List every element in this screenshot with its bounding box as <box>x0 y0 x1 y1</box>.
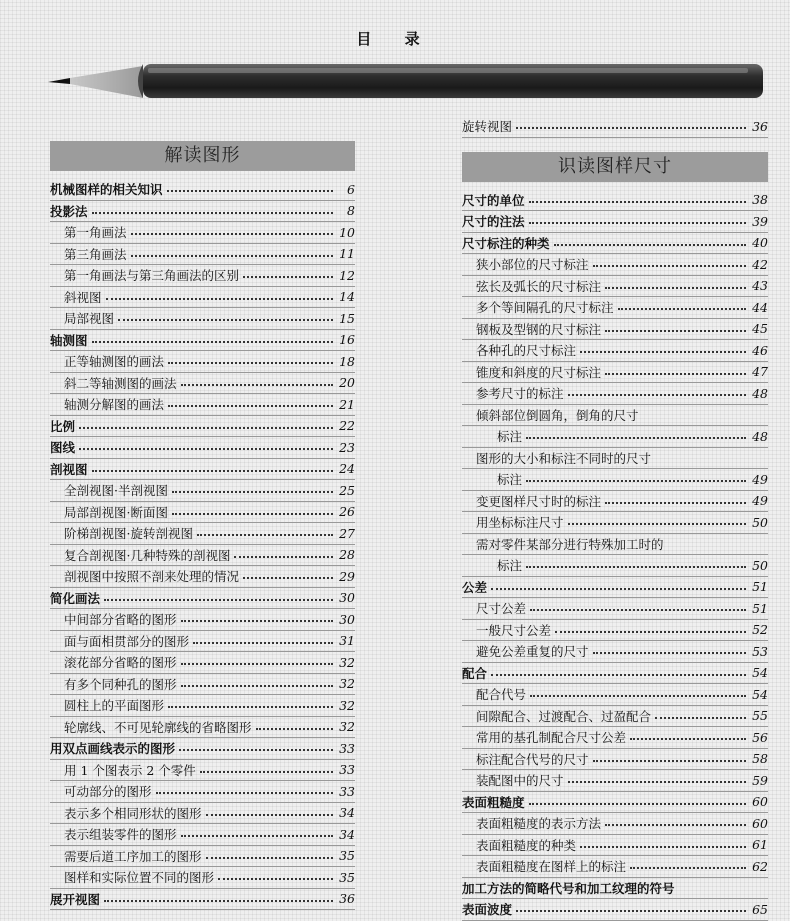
toc-entry[interactable] <box>50 373 355 395</box>
toc-page-number: 48 <box>752 428 768 444</box>
leader-dots <box>516 910 746 912</box>
leader-dots <box>529 222 746 224</box>
toc-page-number: 54 <box>752 665 768 681</box>
toc-page-number: 33 <box>339 740 355 756</box>
toc-page-number: 56 <box>752 729 768 745</box>
leader-dots <box>106 298 333 300</box>
toc-page-number: 28 <box>339 547 355 563</box>
toc-entry[interactable] <box>50 351 355 373</box>
section-header-left: 解读图形 <box>50 141 355 171</box>
toc-page-number: 20 <box>339 375 355 391</box>
toc-label: 参考尺寸的标注 <box>476 386 564 402</box>
toc-page-number: 10 <box>339 224 355 240</box>
toc-label: 旋转视图 <box>462 119 513 135</box>
toc-entry[interactable] <box>462 233 768 255</box>
leader-dots <box>179 749 333 751</box>
leader-dots <box>79 427 333 429</box>
toc-entry[interactable] <box>462 469 768 491</box>
leader-dots <box>491 674 746 676</box>
left-toc-list <box>50 179 355 910</box>
leader-dots <box>206 814 333 816</box>
leader-dots <box>200 771 333 773</box>
toc-label: 投影法 <box>50 203 88 219</box>
toc-page-number: 38 <box>752 192 768 208</box>
toc-label: 局部视图 <box>64 311 115 327</box>
toc-entry[interactable] <box>462 448 768 470</box>
leader-dots <box>580 846 746 848</box>
toc-page-number: 14 <box>339 289 355 305</box>
toc-entry[interactable] <box>462 534 768 556</box>
toc-label: 一般尺寸公差 <box>476 622 552 638</box>
toc-label: 装配图中的尺寸 <box>476 773 564 789</box>
toc-label: 表面粗糙度的表示方法 <box>476 816 602 832</box>
toc-page-number: 48 <box>752 385 768 401</box>
toc-entry[interactable] <box>50 652 355 674</box>
toc-entry[interactable] <box>462 706 768 728</box>
toc-label: 可动部分的图形 <box>64 784 152 800</box>
toc-label: 简化画法 <box>50 590 101 606</box>
toc-page-number: 60 <box>752 794 768 810</box>
leader-dots <box>529 803 746 805</box>
toc-page-number: 34 <box>339 826 355 842</box>
toc-entry[interactable] <box>462 211 768 233</box>
toc-entry[interactable] <box>50 867 355 889</box>
toc-entry[interactable] <box>462 663 768 685</box>
toc-label: 局部剖视图·断面图 <box>64 504 168 520</box>
toc-page-number: 61 <box>752 837 768 853</box>
leader-dots <box>568 394 746 396</box>
toc-label: 轴测分解图的画法 <box>64 397 165 413</box>
leader-dots <box>104 599 333 601</box>
toc-entry[interactable] <box>462 276 768 298</box>
toc-entry-top-right[interactable] <box>462 116 768 138</box>
toc-label: 图形的大小和标注不同时的尺寸 <box>476 450 652 466</box>
toc-page-number: 34 <box>339 805 355 821</box>
toc-entry[interactable] <box>50 523 355 545</box>
toc-label: 间隙配合、过渡配合、过盈配合 <box>476 708 652 724</box>
toc-entry[interactable] <box>50 588 355 610</box>
leader-dots <box>206 857 333 859</box>
toc-entry[interactable] <box>50 674 355 696</box>
toc-label: 表面粗糙度在图样上的标注 <box>476 859 627 875</box>
leader-dots <box>568 781 746 783</box>
leader-dots <box>605 373 746 375</box>
toc-label: 圆柱上的平面图形 <box>64 698 165 714</box>
toc-label: 用双点画线表示的图形 <box>50 741 176 757</box>
leader-dots <box>526 480 746 482</box>
toc-entry[interactable] <box>50 846 355 868</box>
leader-dots <box>605 330 746 332</box>
toc-entry[interactable] <box>50 631 355 653</box>
leader-dots <box>181 835 333 837</box>
leader-dots <box>79 448 333 450</box>
toc-label: 尺寸的注法 <box>462 214 525 230</box>
leader-dots <box>234 556 333 558</box>
toc-entry[interactable] <box>50 717 355 739</box>
toc-label: 常用的基孔制配合尺寸公差 <box>476 730 627 746</box>
toc-page-number: 62 <box>752 858 768 874</box>
toc-entry[interactable] <box>50 889 355 911</box>
toc-entry[interactable] <box>462 319 768 341</box>
page-title: 目 录 <box>356 30 434 48</box>
toc-label: 全剖视图·半剖视图 <box>64 483 168 499</box>
toc-entry[interactable] <box>50 437 355 459</box>
leader-dots <box>104 900 333 902</box>
toc-label: 有多个同种孔的图形 <box>64 676 177 692</box>
toc-page-number: 32 <box>339 719 355 735</box>
toc-entry[interactable] <box>50 416 355 438</box>
toc-label: 表面粗糙度 <box>462 794 525 810</box>
toc-page-number: 58 <box>752 751 768 767</box>
leader-dots <box>516 127 746 129</box>
leader-dots <box>181 685 333 687</box>
toc-label: 锥度和斜度的尺寸标注 <box>476 364 602 380</box>
toc-entry[interactable] <box>462 835 768 857</box>
toc-entry[interactable] <box>462 190 768 212</box>
toc-entry[interactable] <box>50 222 355 244</box>
toc-entry[interactable] <box>50 609 355 631</box>
toc-page-number: 33 <box>339 783 355 799</box>
toc-page-number: 35 <box>339 848 355 864</box>
toc-entry[interactable] <box>50 308 355 330</box>
toc-page-number: 32 <box>339 654 355 670</box>
toc-page-number: 51 <box>752 600 768 616</box>
leader-dots <box>218 878 333 880</box>
leader-dots <box>593 652 746 654</box>
leader-dots <box>555 631 746 633</box>
leader-dots <box>92 341 333 343</box>
toc-label: 复合剖视图·几种特殊的剖视图 <box>64 547 231 563</box>
toc-entry[interactable] <box>50 824 355 846</box>
toc-entry[interactable] <box>462 297 768 319</box>
toc-label: 标注 <box>497 558 523 574</box>
toc-entry[interactable] <box>462 491 768 513</box>
toc-label: 各种孔的尺寸标注 <box>476 343 577 359</box>
toc-entry[interactable] <box>462 749 768 771</box>
toc-page-number: 11 <box>339 246 355 262</box>
toc-entry[interactable] <box>50 738 355 760</box>
toc-label: 展开视图 <box>50 891 101 907</box>
toc-label: 多个等间隔孔的尺寸标注 <box>476 300 614 316</box>
toc-page-number: 42 <box>752 256 768 272</box>
toc-entry[interactable] <box>50 394 355 416</box>
toc-page-number: 44 <box>752 299 768 315</box>
toc-label: 倾斜部位倒圆角，倒角的尺寸 <box>476 407 639 423</box>
toc-entry[interactable] <box>462 598 768 620</box>
toc-page-number: 21 <box>339 396 355 412</box>
toc-page-number: 26 <box>339 504 355 520</box>
toc-label: 滚花部分省略的图形 <box>64 655 177 671</box>
toc-label: 狭小部位的尺寸标注 <box>476 257 589 273</box>
leader-dots <box>655 717 746 719</box>
toc-label: 剖视图 <box>50 461 88 477</box>
toc-label: 公差 <box>462 579 488 595</box>
leader-dots <box>568 523 746 525</box>
toc-entry[interactable] <box>462 555 768 577</box>
leader-dots <box>243 276 333 278</box>
toc-entry[interactable] <box>462 641 768 663</box>
toc-label: 用 1 个图表示 2 个零件 <box>64 762 196 778</box>
toc-page-number: 12 <box>339 267 355 283</box>
toc-entry[interactable] <box>462 620 768 642</box>
leader-dots <box>172 513 333 515</box>
toc-entry[interactable] <box>50 545 355 567</box>
leader-dots <box>181 384 333 386</box>
toc-entry[interactable] <box>50 459 355 481</box>
toc-label: 表示多个相同形状的图形 <box>64 805 202 821</box>
toc-page-number: 35 <box>339 869 355 885</box>
toc-entry[interactable] <box>50 179 355 201</box>
toc-page-number: 46 <box>752 342 768 358</box>
toc-entry[interactable] <box>462 792 768 814</box>
toc-page-number: 29 <box>339 568 355 584</box>
leader-dots <box>605 287 746 289</box>
toc-entry[interactable] <box>462 770 768 792</box>
toc-label: 表面波度 <box>462 902 513 918</box>
toc-entry[interactable] <box>50 695 355 717</box>
toc-label: 标注配合代号的尺寸 <box>476 751 589 767</box>
left-column <box>50 141 355 910</box>
leader-dots <box>593 760 746 762</box>
toc-entry[interactable] <box>462 512 768 534</box>
toc-label: 钢板及型钢的尺寸标注 <box>476 321 602 337</box>
leader-dots <box>167 190 333 192</box>
toc-label: 加工方法的简略代号和加工纹理的符号 <box>462 880 675 896</box>
leader-dots <box>605 824 746 826</box>
leader-dots <box>526 437 746 439</box>
leader-dots <box>256 728 333 730</box>
toc-page-number: 15 <box>339 310 355 326</box>
toc-entry[interactable] <box>462 340 768 362</box>
right-toc-list <box>462 190 768 921</box>
toc-label: 弦长及弧长的尺寸标注 <box>476 278 602 294</box>
leader-dots <box>92 212 333 214</box>
toc-entry[interactable] <box>50 287 355 309</box>
toc-label: 标注 <box>497 472 523 488</box>
toc-label: 变更图样尺寸时的标注 <box>476 493 602 509</box>
toc-entry[interactable] <box>462 727 768 749</box>
toc-entry[interactable] <box>462 684 768 706</box>
toc-page-number: 43 <box>752 278 768 294</box>
toc-entry[interactable] <box>462 878 768 900</box>
toc-entry[interactable] <box>462 254 768 276</box>
toc-label: 图线 <box>50 440 76 456</box>
toc-page-number: 60 <box>752 815 768 831</box>
toc-page-number: 24 <box>339 461 355 477</box>
leader-dots <box>197 534 333 536</box>
toc-page-number: 49 <box>752 493 768 509</box>
toc-label: 需要后道工序加工的图形 <box>64 848 202 864</box>
toc-page-number: 45 <box>752 321 768 337</box>
leader-dots <box>529 201 746 203</box>
toc-label: 斜视图 <box>64 289 102 305</box>
section-header-right: 识读图样尺寸 <box>462 152 768 182</box>
toc-entry[interactable] <box>50 201 355 223</box>
toc-label: 比例 <box>50 418 76 434</box>
toc-label: 标注 <box>497 429 523 445</box>
toc-label: 轴测图 <box>50 332 88 348</box>
pencil-illustration <box>48 62 778 106</box>
toc-label: 阶梯剖视图·旋转剖视图 <box>64 526 193 542</box>
toc-label: 图样和实际位置不同的图形 <box>64 870 215 886</box>
toc-label: 正等轴测图的画法 <box>64 354 165 370</box>
leader-dots <box>118 319 333 321</box>
leader-dots <box>168 362 333 364</box>
toc-page-number: 16 <box>339 332 355 348</box>
toc-page-number: 40 <box>752 235 768 251</box>
leader-dots <box>243 577 333 579</box>
toc-page-number: 32 <box>339 676 355 692</box>
leader-dots <box>193 642 333 644</box>
toc-label: 表示组装零件的图形 <box>64 827 177 843</box>
toc-label: 尺寸的单位 <box>462 192 525 208</box>
toc-entry[interactable] <box>462 383 768 405</box>
toc-page-number: 52 <box>752 622 768 638</box>
leader-dots <box>168 405 333 407</box>
toc-entry[interactable] <box>50 566 355 588</box>
toc-entry[interactable] <box>50 781 355 803</box>
leader-dots <box>168 706 333 708</box>
leader-dots <box>630 738 746 740</box>
leader-dots <box>172 491 333 493</box>
toc-label: 避免公差重复的尺寸 <box>476 644 589 660</box>
leader-dots <box>131 233 333 235</box>
toc-page-number: 65 <box>752 901 768 917</box>
toc-page-number: 39 <box>752 213 768 229</box>
toc-label: 斜二等轴测图的画法 <box>64 375 177 391</box>
right-column <box>462 116 768 921</box>
toc-entry[interactable] <box>462 405 768 427</box>
toc-label: 中间部分省略的图形 <box>64 612 177 628</box>
toc-label: 配合 <box>462 665 488 681</box>
toc-label: 面与面相贯部分的图形 <box>64 633 190 649</box>
toc-label: 第三角画法 <box>64 246 127 262</box>
toc-entry[interactable] <box>50 803 355 825</box>
leader-dots <box>526 566 746 568</box>
leader-dots <box>181 663 333 665</box>
toc-page-number: 49 <box>752 471 768 487</box>
toc-entry[interactable] <box>50 244 355 266</box>
toc-page-number: 22 <box>339 418 355 434</box>
toc-label: 用坐标标注尺寸 <box>476 515 564 531</box>
leader-dots <box>92 470 333 472</box>
toc-entry[interactable] <box>462 577 768 599</box>
toc-page-number: 18 <box>339 353 355 369</box>
toc-page-number: 32 <box>339 697 355 713</box>
leader-dots <box>491 588 746 590</box>
toc-page-number: 36 <box>752 118 768 134</box>
toc-page-number: 27 <box>339 525 355 541</box>
leader-dots <box>580 351 746 353</box>
toc-label: 第一角画法与第三角画法的区别 <box>64 268 240 284</box>
toc-page-number: 33 <box>339 762 355 778</box>
toc-label: 配合代号 <box>476 687 527 703</box>
toc-label: 轮廓线、不可见轮廓线的省略图形 <box>64 719 252 735</box>
toc-label: 剖视图中按照不剖来处理的情况 <box>64 569 240 585</box>
toc-label: 尺寸公差 <box>476 601 527 617</box>
toc-page-number: 55 <box>752 708 768 724</box>
toc-label: 机械图样的相关知识 <box>50 182 163 198</box>
toc-page-number: 51 <box>752 579 768 595</box>
toc-page-number: 50 <box>752 557 768 573</box>
leader-dots <box>593 265 746 267</box>
toc-page-number: 54 <box>752 686 768 702</box>
toc-entry[interactable] <box>462 813 768 835</box>
toc-entry[interactable] <box>50 330 355 352</box>
toc-page-number: 30 <box>339 611 355 627</box>
leader-dots <box>618 308 746 310</box>
toc-page-number: 36 <box>339 891 355 907</box>
toc-page-number: 8 <box>347 203 355 219</box>
leader-dots <box>131 255 333 257</box>
toc-page-number: 30 <box>339 590 355 606</box>
leader-dots <box>630 867 746 869</box>
toc-label: 尺寸标注的种类 <box>462 235 550 251</box>
toc-page-number: 23 <box>339 439 355 455</box>
toc-entry[interactable] <box>50 760 355 782</box>
toc-entry[interactable] <box>50 502 355 524</box>
leader-dots <box>530 609 746 611</box>
toc-page-number: 50 <box>752 514 768 530</box>
toc-label: 需对零件某部分进行特殊加工时的 <box>476 536 664 552</box>
toc-entry[interactable] <box>462 362 768 384</box>
toc-label: 第一角画法 <box>64 225 127 241</box>
toc-page-number: 31 <box>339 633 355 649</box>
leader-dots <box>181 620 333 622</box>
toc-page-number: 25 <box>339 482 355 498</box>
toc-page-number: 6 <box>347 181 355 197</box>
toc-page-number: 53 <box>752 643 768 659</box>
leader-dots <box>156 792 333 794</box>
leader-dots <box>554 244 746 246</box>
leader-dots <box>530 695 746 697</box>
toc-page-number: 59 <box>752 772 768 788</box>
toc-entry[interactable] <box>462 899 768 921</box>
leader-dots <box>605 502 746 504</box>
toc-entry[interactable] <box>50 265 355 287</box>
toc-page-number: 47 <box>752 364 768 380</box>
toc-entry[interactable] <box>462 426 768 448</box>
toc-entry[interactable] <box>50 480 355 502</box>
toc-label: 表面粗糙度的种类 <box>476 837 577 853</box>
toc-entry[interactable] <box>462 856 768 878</box>
